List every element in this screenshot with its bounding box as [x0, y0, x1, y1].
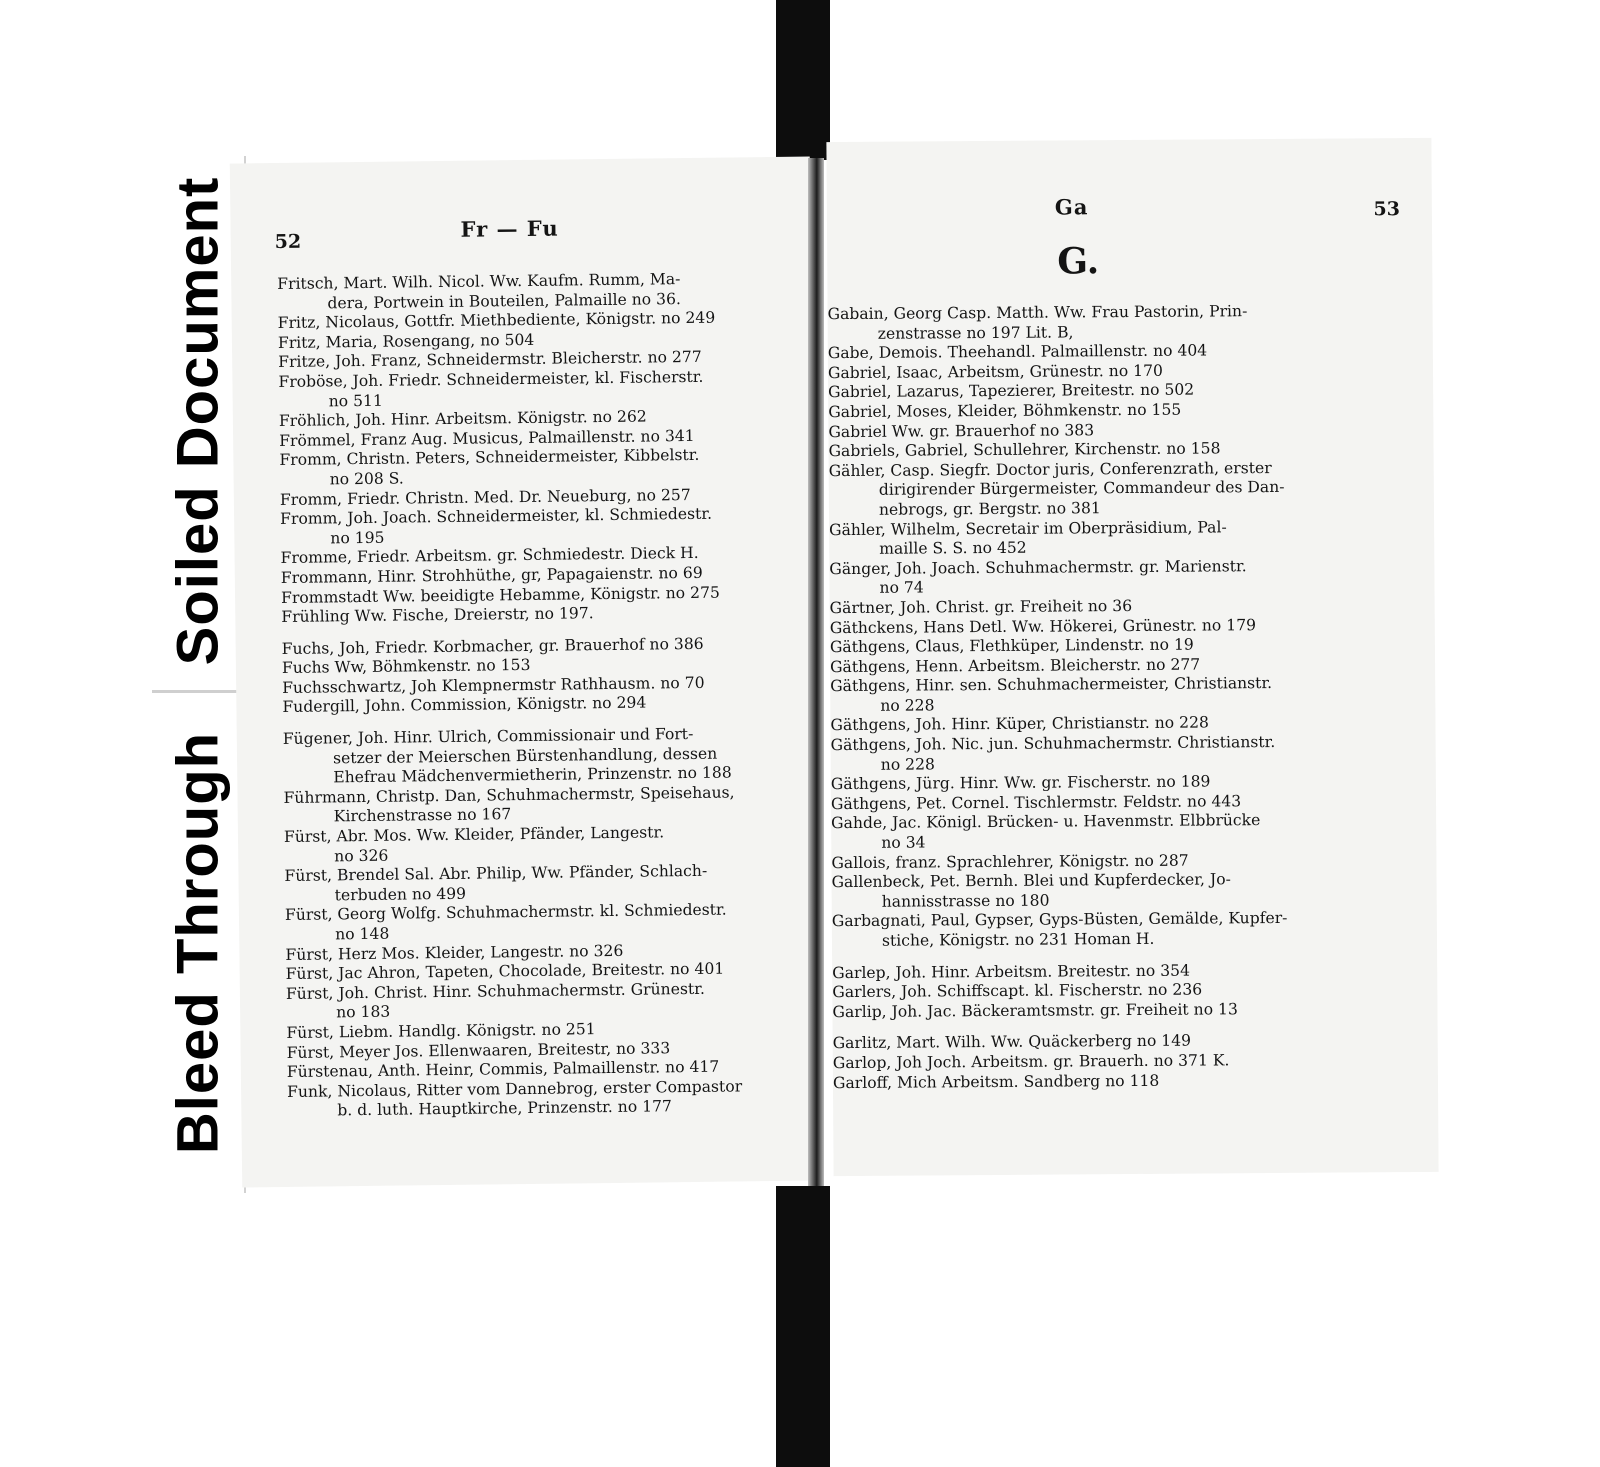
entry-line: Fromm, Joh. Joach. Schneidermeister, kl. Schmiedestr.	[280, 504, 713, 529]
right-page-number: 53	[1373, 198, 1400, 221]
entry-line: Fröhlich, Joh. Hinr. Arbeitsm. Königstr. no 262	[278, 407, 647, 431]
entry-line: Gähler, Wilhelm, Secretair im Oberpräsidium, Pal-	[829, 517, 1227, 539]
entry-line: Fuchsschwartz, Joh Klempnermstr Rathhausm. no 70	[282, 673, 705, 697]
entry-line: Fudergill, John. Commission, Königstr. no 294	[282, 694, 647, 717]
entry-line: Führmann, Christp. Dan, Schuhmachermstr, Speisehaus,	[283, 783, 735, 807]
left-page-number: 52	[274, 230, 302, 254]
directory-entry	[285, 900, 805, 946]
directory-entry	[832, 908, 1432, 951]
entry-line: Fürstenau, Anth. Heinr, Commis, Palmaillenstr. no 417	[286, 1057, 720, 1082]
directory-entry	[833, 1069, 1433, 1093]
entry-continuation-line: hannisstrasse no 180	[881, 891, 1050, 911]
entry-line: Fürst, Meyer Jos. Ellenwaaren, Breitestr, no 333	[286, 1038, 671, 1062]
left-running-head: Fr — Fu	[460, 215, 559, 242]
entry-line: Gäthgens, Claus, Flethküper, Lindenstr. no 19	[829, 635, 1194, 657]
entry-line: Fritz, Maria, Rosengang, no 504	[277, 330, 535, 352]
entry-line: Garloff, Mich Arbeitsm. Sandberg no 118	[832, 1071, 1160, 1092]
entry-line: Gänger, Joh. Joach. Schuhmachermstr. gr. Marienstr.	[829, 556, 1247, 578]
entry-line: Gäthckens, Hans Detl. Ww. Hökerei, Grünestr. no 179	[829, 615, 1257, 637]
entry-line: Funk, Nicolaus, Ritter vom Dannebrog, erster Compastor	[286, 1077, 743, 1101]
entry-line: Fürst, Georg Wolfg. Schuhmachermstr. kl. Schmiedestr.	[284, 900, 727, 925]
bleed-through-stamp	[152, 690, 246, 1193]
directory-entry	[284, 861, 804, 907]
entry-continuation-line: dera, Portwein in Bouteilen, Palmaille no 36.	[327, 289, 681, 312]
entry-line: Fuchs, Joh, Friedr. Korbmacher, gr. Brauerhof no 386	[281, 634, 704, 658]
entry-line: Gallenbeck, Pet. Bernh. Blei und Kupferdecker, Jo-	[831, 870, 1231, 892]
right-page	[826, 138, 1438, 1176]
entry-continuation-line: maille S. S. no 452	[879, 538, 1027, 558]
entry-continuation-line: no 326	[334, 846, 389, 865]
entry-line: Gähler, Casp. Siegfr. Doctor juris, Conferenzrath, erster	[828, 458, 1272, 480]
directory-entry	[829, 516, 1429, 559]
entry-line: Fürst, Joh. Christ. Hinr. Schuhmachermstr. Grünestr.	[285, 979, 705, 1003]
entry-line: Garlitz, Mart. Wilh. Ww. Quäckerberg no 149	[832, 1031, 1192, 1053]
entry-line: Fritz, Nicolaus, Gottfr. Miethbediente, Königstr. no 249	[277, 308, 716, 333]
entry-continuation-line: no 183	[336, 1003, 391, 1022]
entry-continuation-line: no 74	[879, 578, 924, 598]
entry-line: Gärtner, Joh. Christ. gr. Freiheit no 36	[829, 596, 1133, 618]
entry-line: Gabriel, Lazarus, Tapezierer, Breitestr. no 502	[828, 380, 1195, 402]
binding-strip-top	[776, 0, 830, 160]
entry-line: Garlers, Joh. Schiffscapt. kl. Fischerstr. no 236	[832, 980, 1203, 1002]
entry-line: Gäthgens, Hinr. sen. Schuhmachermeister, Christianstr.	[830, 674, 1273, 696]
directory-entry	[277, 269, 797, 315]
directory-entry	[280, 504, 800, 550]
entry-continuation-line: no 34	[881, 833, 926, 852]
entry-continuation-line: setzer der Meierschen Bürstenhandlung, dessen	[332, 744, 718, 768]
entry-continuation-line: Kirchenstrasse no 167	[333, 805, 512, 826]
entry-line: Gallois, franz. Sprachlehrer, Königstr. no 287	[831, 851, 1189, 872]
entry-line: Fürst, Herz Mos. Kleider, Langestr. no 326	[285, 941, 624, 964]
entry-line: Garlip, Joh. Jac. Bäckeramtsmstr. gr. Freiheit no 13	[832, 1000, 1238, 1021]
left-entry-list	[277, 269, 807, 1122]
entry-line: Garlop, Joh Joch. Arbeitsm. gr. Brauerh. no 371 K.	[832, 1051, 1230, 1073]
entry-line: Gabriel Ww. gr. Brauerhof no 383	[828, 420, 1095, 441]
directory-entry	[283, 782, 803, 828]
entry-line: Gabriels, Gabriel, Schullehrer, Kirchenstr. no 158	[828, 439, 1221, 461]
entry-line: Frühling Ww. Fische, Dreierstr, no 197.	[281, 604, 594, 627]
left-page	[230, 156, 822, 1187]
entry-line: Gäthgens, Henn. Arbeitsm. Bleicherstr. no 277	[829, 655, 1201, 676]
directory-entry	[278, 367, 798, 413]
directory-entry	[831, 732, 1431, 775]
entry-line: Gabe, Demois. Theehandl. Palmaillenstr. no 404	[827, 341, 1208, 363]
entry-line: Garlep, Joh. Hinr. Arbeitsm. Breitestr. no 354	[832, 961, 1191, 982]
directory-entry	[832, 999, 1432, 1023]
entry-continuation-line: no 228	[880, 755, 935, 774]
binding-strip-bottom	[776, 1186, 830, 1467]
entry-line: Gahde, Jac. Königl. Brücken- u. Havenmstr. Elbbrücke	[831, 811, 1261, 833]
entry-continuation-line: zenstrasse no 197 Lit. B,	[877, 322, 1074, 343]
entry-line: Frommstadt Ww. beeidigte Hebamme, Königstr. no 275	[280, 583, 720, 607]
directory-entry	[828, 301, 1428, 344]
directory-entry	[829, 556, 1429, 599]
section-letter: G.	[1057, 240, 1100, 283]
book-gutter	[808, 158, 824, 1186]
entry-line: Garbagnati, Paul, Gypser, Gyps-Büsten, Gemälde, Kupfer-	[831, 909, 1288, 931]
entry-continuation-line: b. d. luth. Hauptkirche, Prinzenstr. no 177	[337, 1097, 673, 1120]
entry-line: Fürst, Jac Ahron, Tapeten, Chocolade, Breitestr. no 401	[285, 959, 725, 984]
entry-continuation-line: Ehefrau Mädchenvermietherin, Prinzenstr. no 188	[333, 763, 732, 787]
entry-line: Fürst, Brendel Sal. Abr. Philip, Ww. Pfänder, Schlach-	[284, 862, 708, 886]
entry-line: Gäthgens, Jürg. Hinr. Ww. gr. Fischerstr. no 189	[830, 772, 1211, 794]
directory-entry	[831, 810, 1431, 853]
soiled-document-label: Soiled Document	[165, 176, 231, 666]
entry-continuation-line: no 511	[328, 391, 383, 410]
entry-continuation-line: terbuden no 499	[334, 884, 467, 905]
entry-continuation-line: nebrogs, gr. Bergstr. no 381	[878, 499, 1101, 519]
directory-entry	[287, 1076, 807, 1122]
entry-continuation-line: no 195	[330, 528, 385, 548]
entry-line: Gabriel, Moses, Kleider, Böhmkenstr. no 155	[828, 400, 1182, 422]
entry-line: Gäthgens, Joh. Hinr. Küper, Christianstr. no 228	[830, 713, 1209, 735]
directory-entry	[830, 673, 1430, 716]
directory-entry	[286, 978, 806, 1024]
entry-line: Fromm, Friedr. Christn. Med. Dr. Neueburg, no 257	[279, 485, 691, 509]
entry-continuation-line: no 208 S.	[329, 469, 404, 489]
entry-line: Fügener, Joh. Hinr. Ulrich, Commissionair und Fort-	[282, 725, 694, 749]
entry-line: Fromme, Friedr. Arbeitsm. gr. Schmiedestr. Dieck H.	[280, 544, 699, 568]
directory-entry	[279, 445, 799, 491]
entry-line: Gabriel, Isaac, Arbeitsm, Grünestr. no 170	[827, 361, 1163, 382]
right-entry-list	[828, 301, 1433, 1093]
entry-line: Fürst, Liebm. Handlg. Königstr. no 251	[286, 1020, 596, 1042]
bleed-through-label: Bleed Through	[165, 731, 231, 1155]
entry-continuation-line: no 148	[335, 924, 390, 944]
entry-line: Fromm, Christn. Peters, Schneidermeister, Kibbelstr.	[279, 446, 700, 470]
entry-line: Frommann, Hinr. Strohhüthe, gr, Papagaienstr. no 69	[280, 563, 703, 587]
directory-entry	[832, 869, 1432, 912]
entry-continuation-line: dirigirender Bürgermeister, Commandeur des Dan-	[878, 478, 1285, 500]
entry-line: Fritze, Joh. Franz, Schneidermstr. Bleicherstr. no 277	[278, 348, 702, 372]
directory-entry	[284, 822, 804, 868]
entry-line: Gäthgens, Joh. Nic. jun. Schuhmachermstr. Christianstr.	[830, 733, 1276, 755]
entry-line: Gäthgens, Pet. Cornel. Tischlermstr. Feldstr. no 443	[830, 792, 1242, 813]
entry-line: Froböse, Joh. Friedr. Schneidermeister, kl. Fischerstr.	[278, 367, 704, 391]
entry-line: Fürst, Abr. Mos. Ww. Kleider, Pfänder, Langestr.	[283, 823, 665, 846]
directory-entry	[829, 458, 1429, 521]
entry-line: Fuchs Ww, Böhmkenstr. no 153	[281, 656, 531, 678]
right-running-head: Ga	[1054, 194, 1089, 220]
entry-continuation-line: stiche, Königstr. no 231 Homan H.	[881, 929, 1155, 950]
entry-continuation-line: no 228	[880, 696, 935, 715]
entry-line: Fritsch, Mart. Wilh. Nicol. Ww. Kaufm. Rumm, Ma-	[277, 270, 681, 294]
directory-entry	[283, 724, 804, 789]
entry-line: Gabain, Georg Casp. Matth. Ww. Frau Pastorin, Prin-	[827, 302, 1248, 324]
entry-line: Frömmel, Franz Aug. Musicus, Palmaillenstr. no 341	[279, 426, 695, 450]
